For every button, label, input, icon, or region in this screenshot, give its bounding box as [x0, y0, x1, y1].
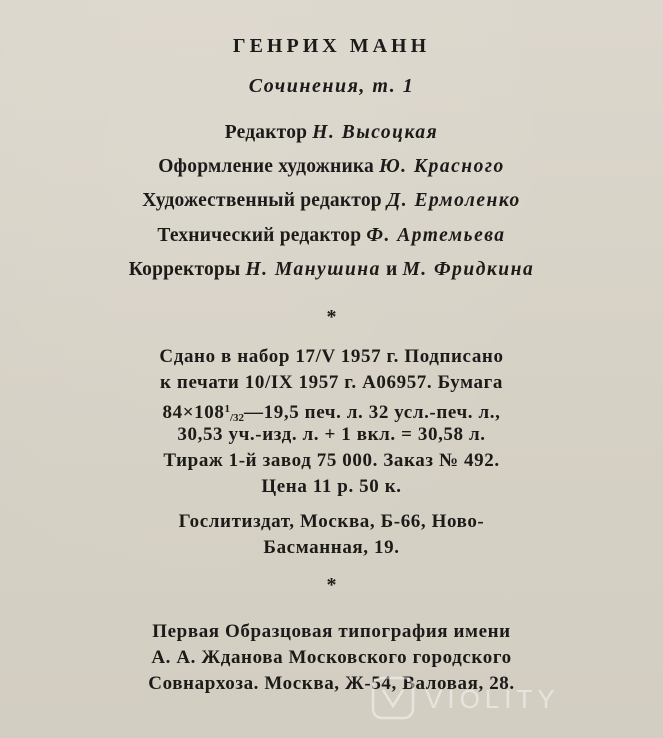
- credit-role: Оформление художника: [158, 156, 374, 177]
- paper-width: 84: [162, 402, 183, 423]
- separator-asterisk: *: [326, 574, 337, 596]
- volume-title: Сочинения, т. 1: [248, 75, 415, 97]
- fraction-slash: /: [229, 412, 234, 424]
- credit-design: [0, 155, 663, 179]
- printer-line: Совнархоза. Москва, Ж-54, Валовая, 28.: [148, 673, 515, 694]
- credit-art-editor: [0, 189, 663, 213]
- credit-conjunction: и: [385, 259, 398, 280]
- fraction-denominator: 32: [233, 412, 245, 424]
- credit-role: Корректоры: [128, 259, 241, 280]
- publisher-line: Басманная, 19.: [263, 537, 400, 558]
- printer-line: Первая Образцовая типография имени: [152, 621, 511, 642]
- publisher-line: Гослитиздат, Москва, Б-66, Ново-: [178, 511, 485, 532]
- sheet-count: —19,5 печ. л. 32 усл.-печ. л.,: [244, 402, 501, 423]
- watermark-logo: [369, 674, 639, 722]
- imprint-line: Сдано в набор 17/V 1957 г. Подписано: [159, 346, 504, 367]
- imprint-line: к печати 10/IX 1957 г. А06957. Бумага: [160, 372, 503, 393]
- credit-name: Н. Манушина: [245, 259, 381, 280]
- credit-name-2: М. Фридкина: [402, 259, 535, 280]
- credit-name: Н. Высоцкая: [312, 122, 439, 143]
- separator-asterisk: *: [326, 306, 337, 328]
- credit-name: Ю. Красного: [379, 156, 505, 177]
- times-sign: ×: [182, 402, 195, 423]
- credit-proofreaders: [0, 258, 663, 282]
- paper-height: 108: [194, 402, 225, 423]
- credit-name: Ф. Артемьева: [366, 225, 506, 246]
- printer-line: А. А. Жданова Московского городского: [151, 647, 512, 668]
- fraction-numerator: 1: [224, 403, 230, 415]
- credit-role: Технический редактор: [157, 225, 362, 246]
- watermark-check-icon: [383, 690, 403, 706]
- credit-role: Художественный редактор: [142, 190, 382, 211]
- imprint-line: 30,53 уч.-изд. л. + 1 вкл. = 30,58 л.: [177, 424, 486, 445]
- credit-editor: [0, 121, 663, 145]
- author-name: ГЕНРИХ МАНН: [232, 35, 431, 57]
- credit-tech-editor: [0, 224, 663, 248]
- watermark-badge-icon: [373, 678, 413, 718]
- credit-name: Д. Ермоленко: [386, 190, 521, 211]
- imprint-price: Цена 11 р. 50 к.: [261, 476, 402, 497]
- watermark-text: VIOLITY: [425, 684, 560, 714]
- imprint-print-run: Тираж 1-й завод 75 000. Заказ № 492.: [163, 450, 500, 471]
- credit-role: Редактор: [224, 122, 308, 143]
